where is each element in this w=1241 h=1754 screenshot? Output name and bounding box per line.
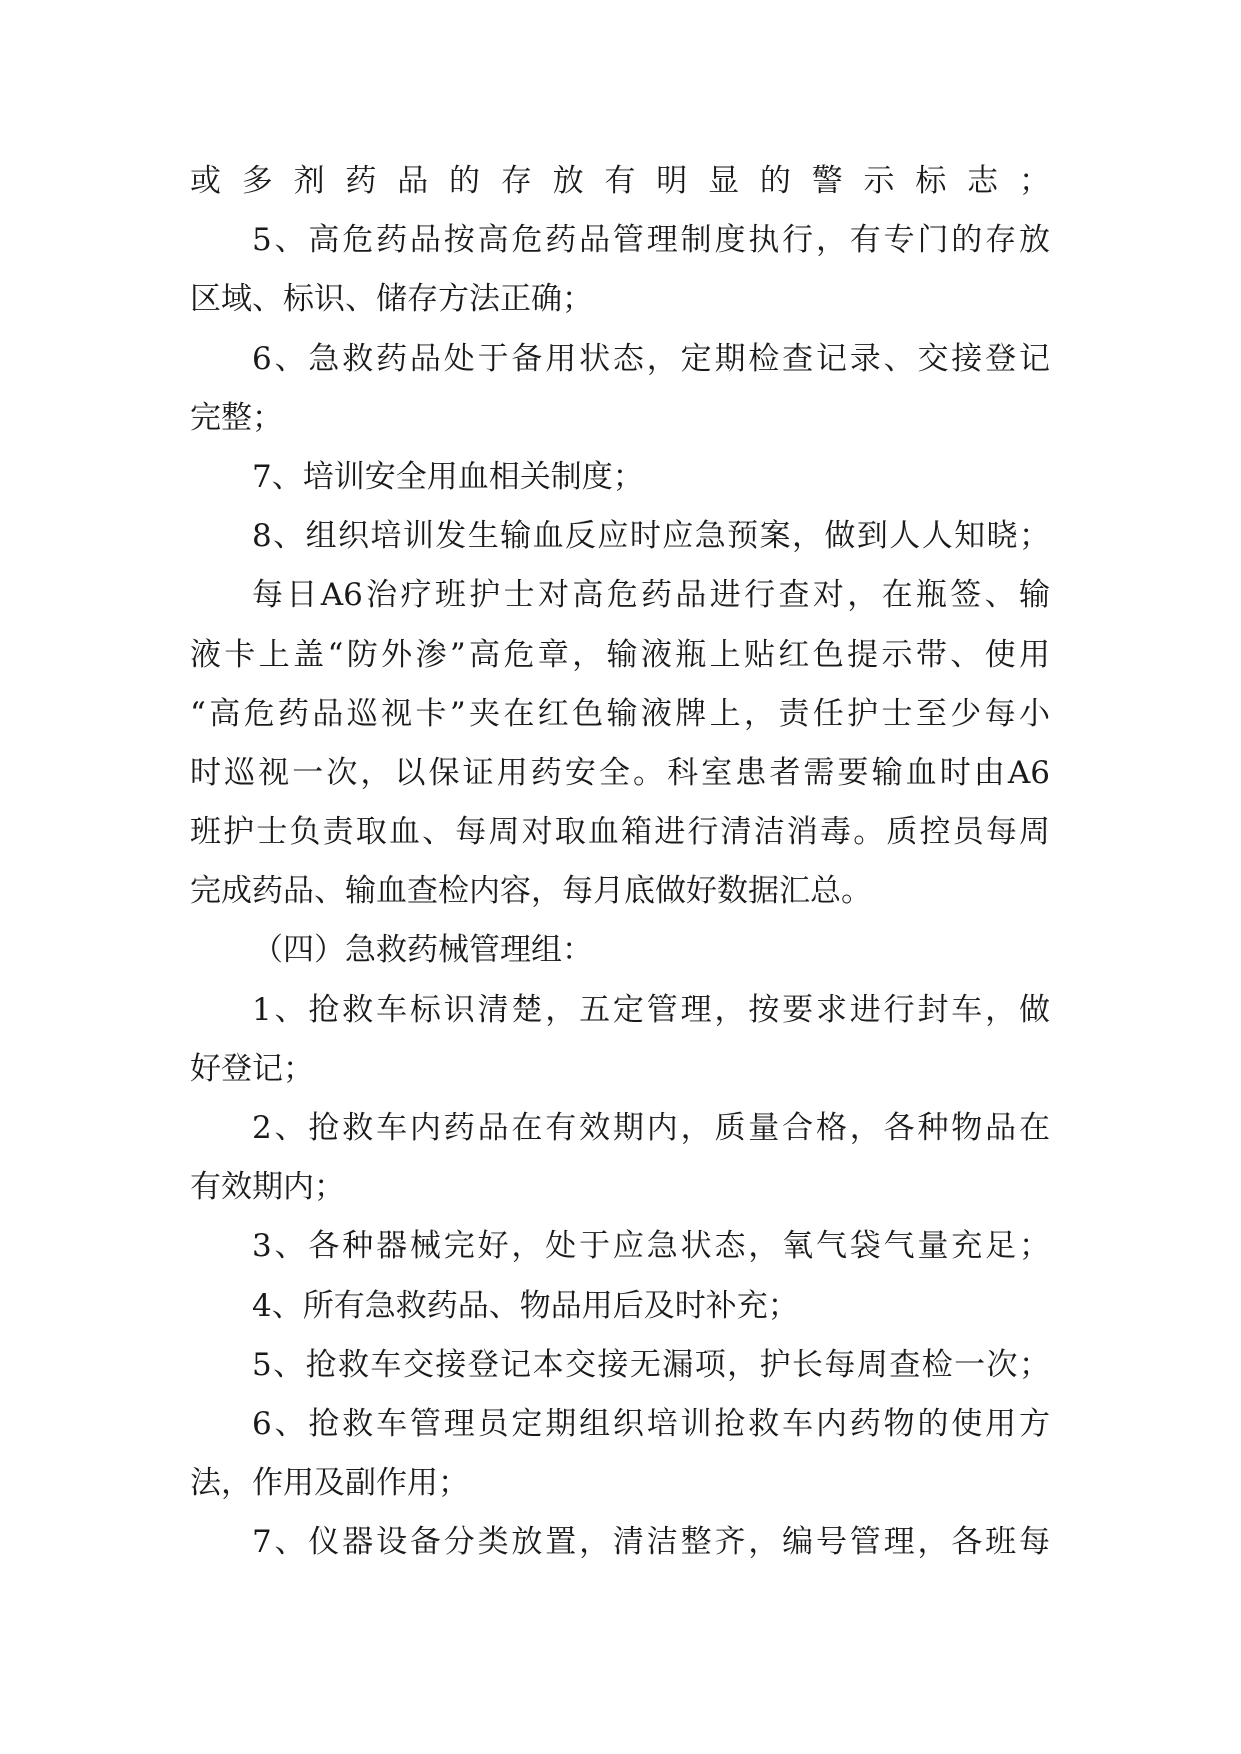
text-line: 班护士负责取血、每周对取血箱进行清洁消毒。质控员每周: [190, 814, 1050, 851]
text-line: 时巡视一次，以保证用药安全。科室患者需要输血时由A6: [190, 754, 1050, 791]
text-line: 6、抢救车管理员定期组织培训抢救车内药物的使用方: [252, 1405, 1050, 1442]
section-heading: （四）急救药械管理组：: [252, 932, 593, 969]
text-line: 2、抢救车内药品在有效期内，质量合格，各种物品在: [252, 1110, 1050, 1146]
text-line: “高危药品巡视卡”夹在红色输液牌上，责任护士至少每小: [190, 695, 1050, 732]
text-line: 区域、标识、储存方法正确；: [190, 281, 593, 318]
text-line: 7、仪器设备分类放置，清洁整齐，编号管理，各班每: [252, 1524, 1050, 1561]
text-line: 5、高危药品按高危药品管理制度执行，有专门的存放: [252, 222, 1050, 259]
text-line: 4、所有急救药品、物品用后及时补充；: [252, 1287, 799, 1324]
text-line: 5、抢救车交接登记本交接无漏项，护长每周查检一次；: [252, 1346, 1050, 1383]
text-line: 有效期内；: [190, 1169, 345, 1206]
text-line: 好登记；: [190, 1050, 314, 1087]
text-line: 完整；: [190, 399, 283, 436]
text-line: 或多剂药品的存放有明显的警示标志；: [190, 163, 1050, 199]
text-line: 8、组织培训发生输血反应时应急预案，做到人人知晓；: [252, 518, 1050, 555]
text-line: 完成药品、输血查检内容，每月底做好数据汇总。: [190, 873, 872, 910]
text-line: 每日A6治疗班护士对高危药品进行查对，在瓶签、输: [252, 577, 1050, 614]
text-line: 6、急救药品处于备用状态，定期检查记录、交接登记: [252, 340, 1050, 377]
document-body: [190, 152, 1050, 1573]
text-line: 1、抢救车标识清楚，五定管理，按要求进行封车，做: [252, 991, 1050, 1028]
text-line: 液卡上盖“防外渗”高危章，输液瓶上贴红色提示带、使用: [190, 636, 1050, 673]
text-line: 7、培训安全用血相关制度；: [252, 458, 644, 495]
text-line: 法，作用及副作用；: [190, 1465, 469, 1502]
text-line: 3、各种器械完好，处于应急状态，氧气袋气量充足；: [252, 1228, 1050, 1265]
